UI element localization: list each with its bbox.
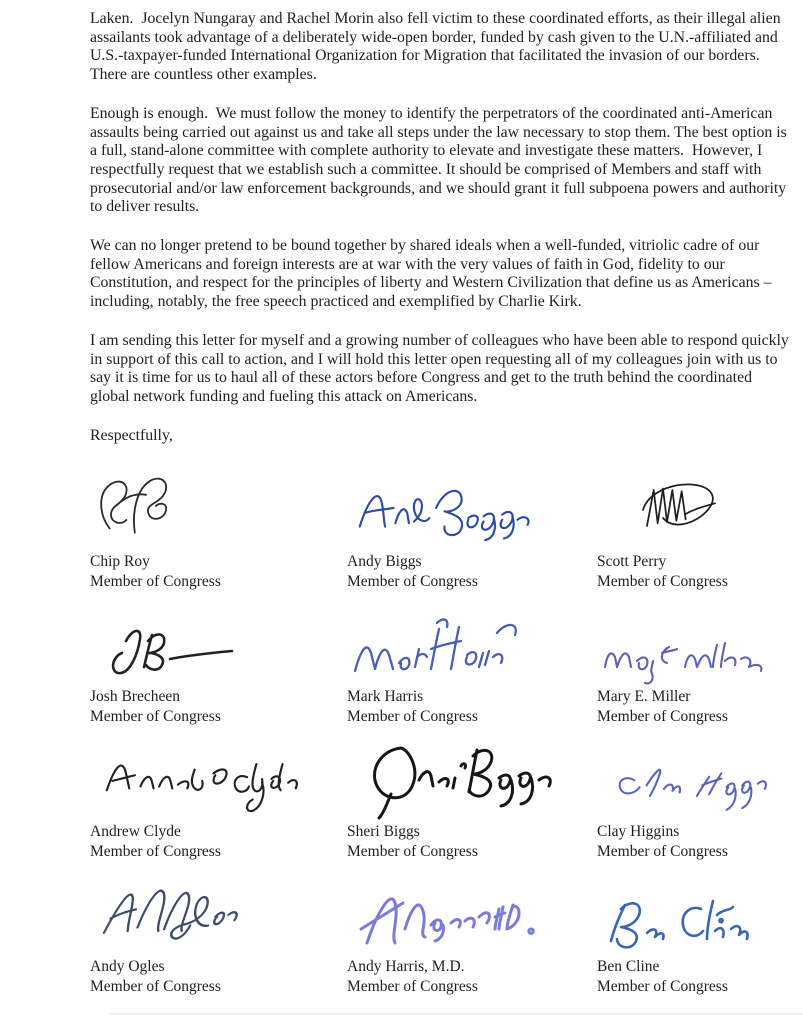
signature-chip-roy — [90, 458, 347, 593]
signature-image — [90, 593, 347, 687]
signer-name: Andrew Clyde — [90, 823, 181, 840]
signature-andy-biggs — [347, 458, 597, 593]
signer-title: Member of Congress — [597, 708, 728, 725]
signature-image — [90, 863, 347, 957]
signature-josh-brecheen — [90, 593, 347, 728]
signer-title: Member of Congress — [90, 708, 221, 725]
letter-paragraph: I am sending this letter for myself and a growing number of colleagues who have been able to respond quickly in support of this call to action, and I will hold this letter open requesting all of my colleagues join with us to say it is time for us to haul all of these actors before Congress and get to the truth behind the coordinated global network funding and fueling this attack on Americans. — [90, 331, 793, 405]
signer-name: Clay Higgins — [597, 823, 680, 840]
signature-image — [627, 458, 790, 552]
signature-row — [90, 458, 790, 593]
signature-row — [90, 863, 790, 998]
signer-name: Chip Roy — [90, 553, 150, 570]
signature-clay-higgins — [597, 728, 790, 863]
signature-ben-cline — [597, 863, 790, 998]
signature-image — [347, 863, 597, 957]
signer-title: Member of Congress — [347, 708, 478, 725]
letter-paragraph: Laken. Jocelyn Nungaray and Rachel Morin also fell victim to these coordinated efforts, as their illegal alien assailants took advantage of a deliberately wide-open border, funded by cash given to the U.N.-affiliated and U.S.-taxpayer-funded International Organization for Migration that facilitated the invasion of our borders. There are countless other examples. — [90, 10, 785, 84]
signer-title: Member of Congress — [90, 978, 221, 995]
signer-name: Josh Brecheen — [90, 688, 180, 705]
signer-title: Member of Congress — [90, 573, 221, 590]
signature-andy-harris-md — [347, 863, 597, 998]
page-bottom-edge — [110, 1013, 803, 1015]
signer-title: Member of Congress — [597, 978, 728, 995]
signature-row — [90, 728, 790, 863]
signature-image — [597, 863, 790, 957]
signature-image — [597, 593, 790, 687]
letter-paragraph: Enough is enough. We must follow the money to identify the perpetrators of the coordinated anti-American assaults being carried out against us and take all steps under the law necessary to stop them. The best option is a full, stand-alone committee with complete authority to elevate and investigate these matters. However, I respectfully request that we establish such a committee. It should be comprised of Members and staff with prosecutorial and/or law enforcement backgrounds, and we should grant it full subpoena powers and authority to deliver results. — [90, 104, 791, 216]
signature-image — [90, 728, 347, 822]
letter-closing: Respectfully, — [90, 426, 173, 444]
signature-image — [597, 728, 790, 822]
signer-name: Mark Harris — [347, 688, 424, 705]
signer-title: Member of Congress — [347, 843, 478, 860]
signature-mark-harris — [347, 593, 597, 728]
signer-name: Andy Biggs — [347, 553, 422, 570]
signature-image — [347, 593, 597, 687]
signer-title: Member of Congress — [597, 843, 728, 860]
signer-title: Member of Congress — [90, 843, 221, 860]
signature-image — [357, 728, 597, 822]
signer-name: Scott Perry — [597, 553, 667, 570]
signature-image — [347, 458, 597, 552]
signer-title: Member of Congress — [347, 978, 478, 995]
signature-sheri-biggs — [347, 728, 597, 863]
signature-image — [90, 458, 347, 552]
signer-name: Ben Cline — [597, 958, 660, 975]
signer-name: Mary E. Miller — [597, 688, 691, 705]
signer-name: Sheri Biggs — [347, 823, 420, 840]
signature-row — [90, 593, 790, 728]
signature-scott-perry — [597, 458, 790, 593]
signer-title: Member of Congress — [347, 573, 478, 590]
signer-title: Member of Congress — [597, 573, 728, 590]
signature-andrew-clyde — [90, 728, 347, 863]
signer-name: Andy Harris, M.D. — [347, 958, 465, 975]
letter-paragraph: We can no longer pretend to be bound together by shared ideals when a well-funded, vitriolic cadre of our fellow Americans and foreign interests are at war with the very values of faith in God, fidelity to our Constitution, and respect for the principles of liberty and Western Civilization that define us as Americans – including, notably, the free speech practiced and exemplified by Charlie Kirk. — [90, 237, 776, 311]
signature-andy-ogles — [90, 863, 347, 998]
letter-body — [90, 10, 793, 445]
signature-grid — [90, 458, 790, 998]
signer-name: Andy Ogles — [90, 958, 165, 975]
signature-mary-e-miller — [597, 593, 790, 728]
